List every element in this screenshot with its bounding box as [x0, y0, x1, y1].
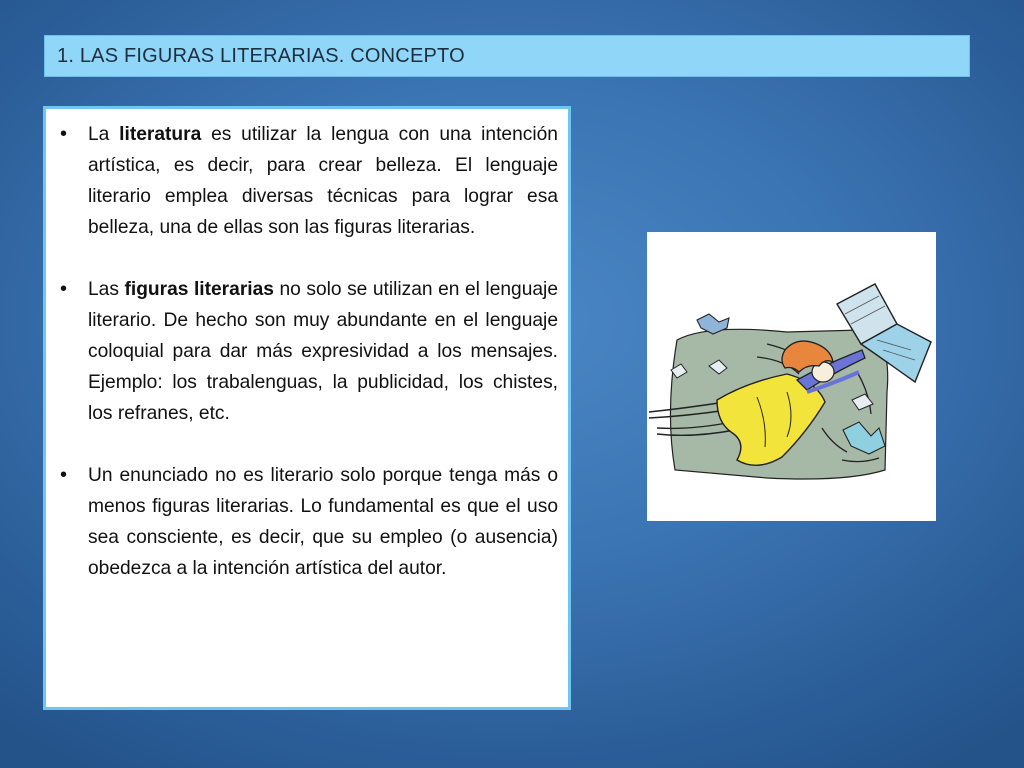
bullet-text: [88, 274, 558, 429]
bullet-item: [58, 119, 558, 243]
bullet-prefix: La: [88, 124, 120, 145]
bullet-text: [88, 119, 558, 243]
content-box: [43, 106, 571, 710]
bullet-dot: •: [60, 464, 68, 486]
bullet-body: es utilizar la lengua con una intención artística, es decir, para crear belleza. El lenguaje literario emplea diversas técnicas para lograr esa belleza, una de ellas son las figuras literarias.: [88, 124, 558, 238]
bullet-text: [88, 460, 558, 584]
bullet-item: [58, 274, 558, 429]
slide-title: 1. LAS FIGURAS LITERARIAS. CONCEPTO: [57, 44, 465, 67]
bullet-body: Un enunciado no es literario solo porque tenga más o menos figuras literarias. Lo fundamental es que el uso sea consciente, es decir, que su empleo (o ausencia) obedezca a la intención artística del autor.: [88, 465, 558, 579]
bullet-dot: •: [60, 123, 68, 145]
bullet-item: [58, 460, 558, 584]
bullet-body: no solo se utilizan en el lenguaje literario. De hecho son muy abundante en el lenguaje coloquial para dar más expresividad a los mensajes. Ejemplo: los trabalenguas, la publicidad, los chistes, los refranes, etc.: [88, 279, 558, 424]
flying-girl-books-illustration: [647, 232, 936, 521]
bullet-bold-term: literatura: [119, 124, 202, 145]
flying-girl-with-books-icon: [647, 232, 936, 521]
bullet-bold-term: figuras literarias: [124, 279, 274, 300]
bullet-dot: •: [60, 278, 68, 300]
title-bar: [44, 35, 970, 77]
bullet-prefix: Las: [88, 279, 125, 300]
